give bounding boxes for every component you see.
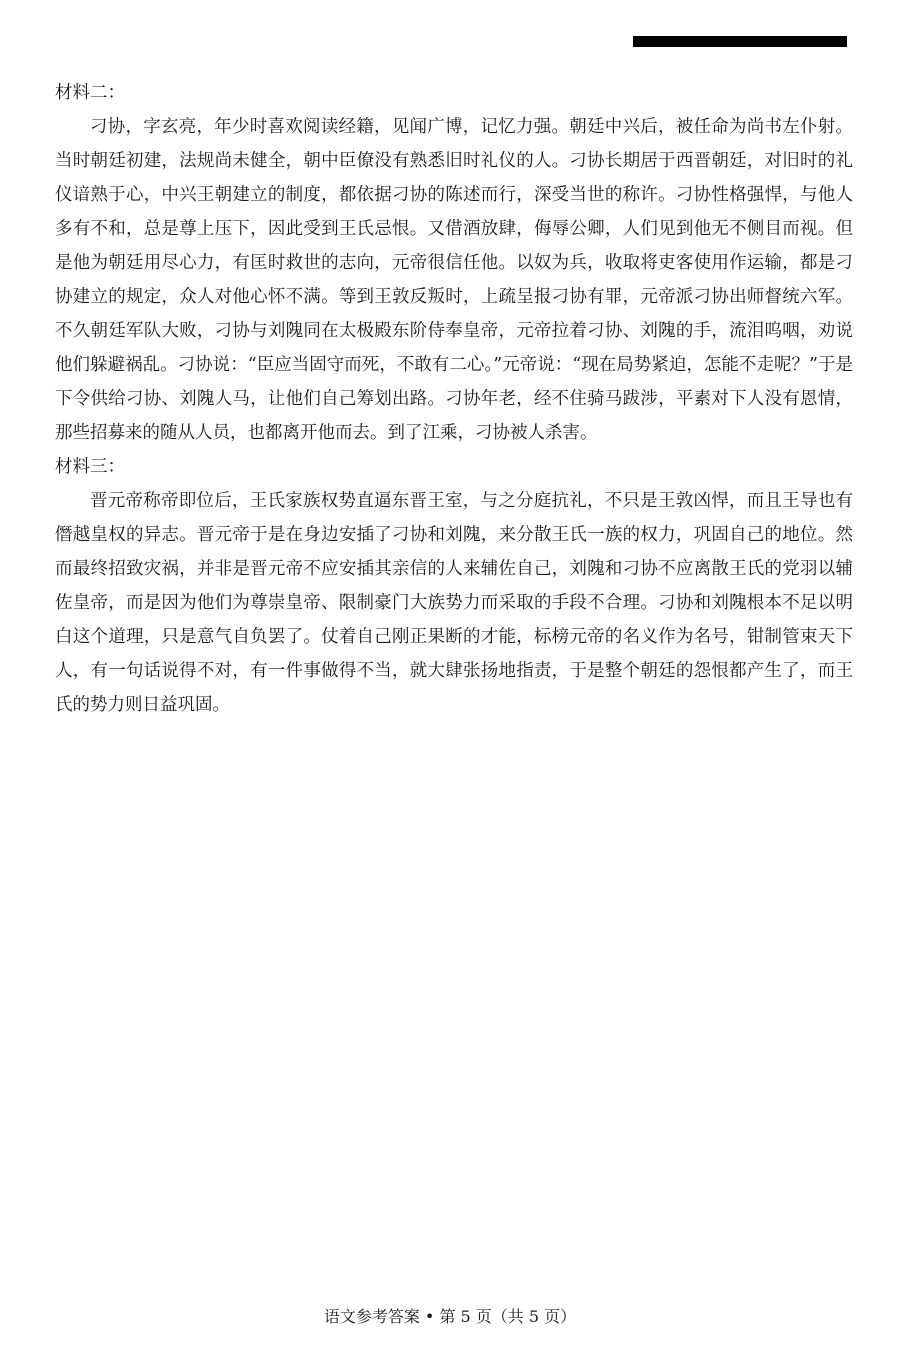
material-2-paragraph: 刁协，字玄亮，年少时喜欢阅读经籍，见闻广博，记忆力强。朝廷中兴后，被任命为尚书左仆射。当时朝廷初建，法规尚未健全，朝中臣僚没有熟悉旧时礼仪的人。刁协长期居于西晋朝廷，对旧时的礼仪谙熟于心，中兴王朝建立的制度，都依据刁协的陈述而行，深受当世的称许。刁协性格强悍，与他人多有不和，总是尊上压下，因此受到王氏忌恨。又借酒放肆，侮辱公卿，人们见到他无不侧目而视。但是他为朝廷用尽心力，有匡时救世的志向，元帝很信任他。以奴为兵，收取将吏客使用作运输，都是刁协建立的规定，众人对他心怀不满。等到王敦反叛时，上疏呈报刁协有罪，元帝派刁协出师督统六军。不久朝廷军队大败，刁协与刘隗同在太极殿东阶侍奉皇帝，元帝拉着刁协、刘隗的手，流泪呜咽，劝说他们躲避祸乱。刁协说：“臣应当固守而死，不敢有二心。”元帝说：“现在局势紧迫，怎能不走呢？”于是下令供给刁协、刘隗人马，让他们自己筹划出路。刁协年老，经不住骑马跋涉，平素对下人没有恩情，那些招募来的随从人员，也都离开他而去。到了江乘，刁协被人杀害。: [55, 117, 853, 443]
material-3-heading: 材料三：: [55, 457, 125, 477]
page-footer: 语文参考答案 • 第 5 页（共 5 页）: [323, 1307, 577, 1326]
material-3-paragraph: 晋元帝称帝即位后，王氏家族权势直逼东晋王室，与之分庭抗礼，不只是王敦凶悍，而且王导也有僭越皇权的异志。晋元帝于是在身边安插了刁协和刘隗，来分散王氏一族的权力，巩固自己的地位。然而最终招致灾祸，并非是晋元帝不应安插其亲信的人来辅佐自己，刘隗和刁协不应离散王氏的党羽以辅佐皇帝，而是因为他们为尊崇皇帝、限制豪门大族势力而采取的手段不合理。刁协和刘隗根本不足以明白这个道理，只是意气自负罢了。仗着自己刚正果断的才能，标榜元帝的名义作为名号，钳制管束天下人，有一句话说得不对，有一件事做得不当，就大肆张扬地指责，于是整个朝廷的怨恨都产生了，而王氏的势力则日益巩固。: [55, 491, 853, 715]
document-body: [55, 76, 853, 722]
top-header-bar: [633, 36, 847, 47]
material-2-heading: 材料二：: [55, 83, 125, 103]
